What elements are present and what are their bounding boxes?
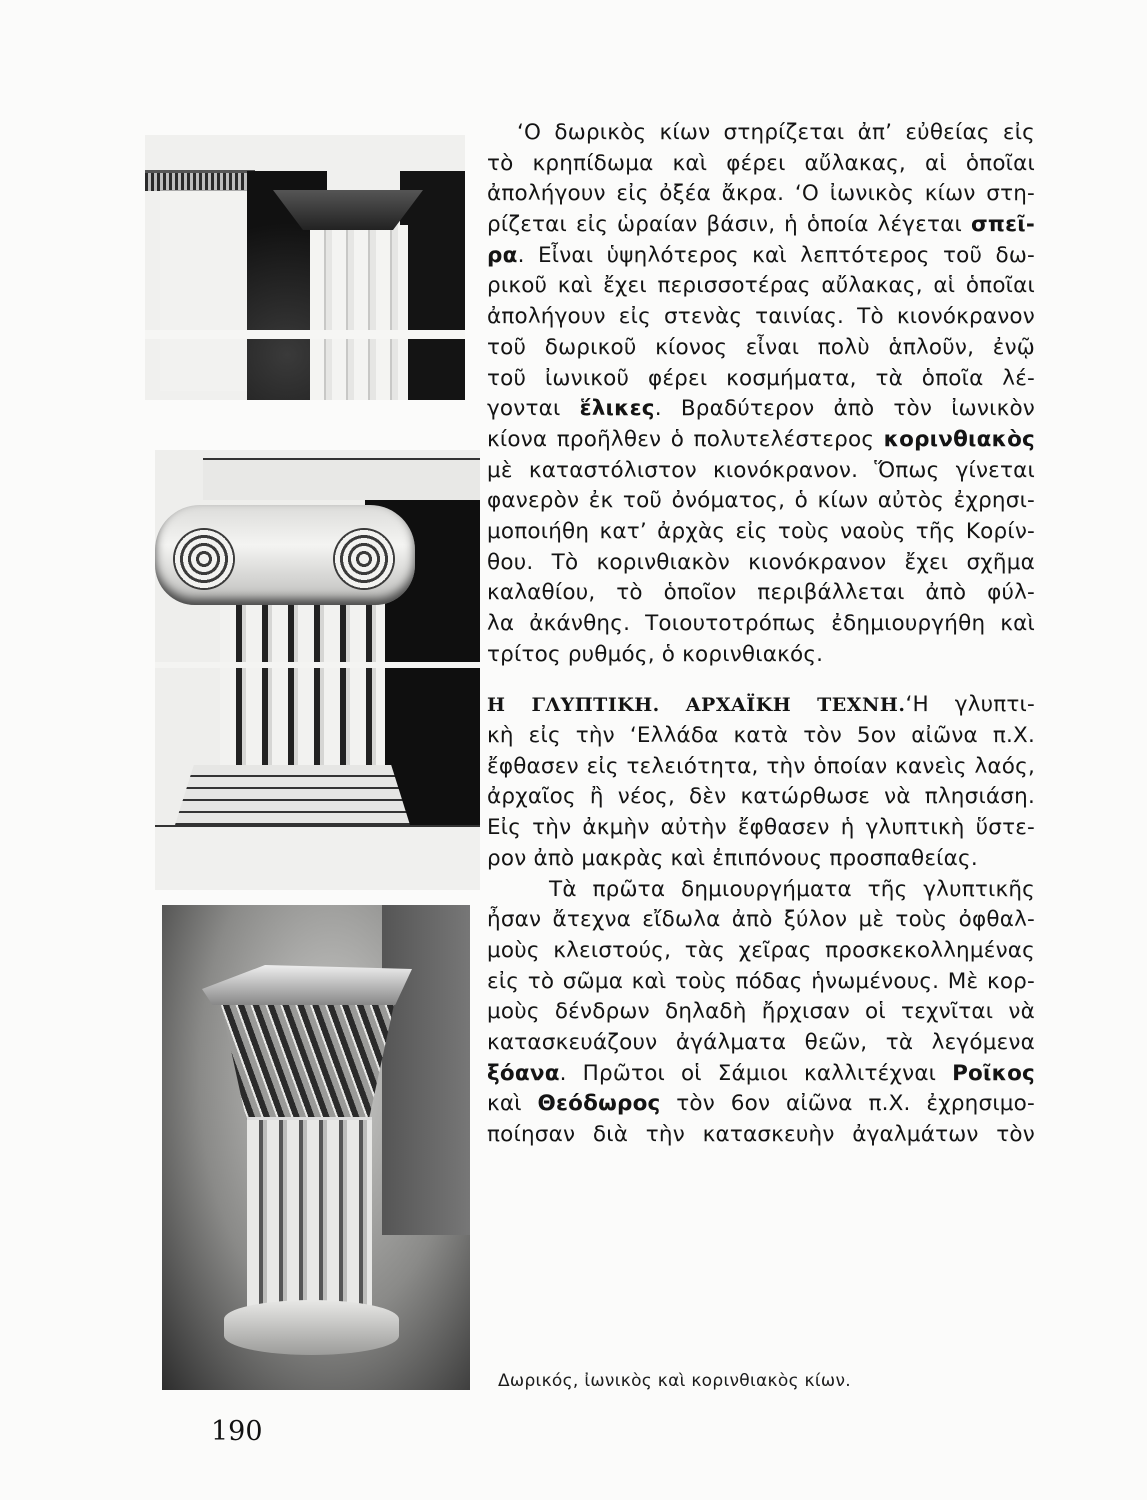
text-line: ρίζεται εἰς ὡραίαν βάσιν, ἡ ὁποία λέγεται σπεῖ-: [487, 212, 1035, 238]
photo-seam: [155, 662, 480, 668]
volute-right: [333, 528, 395, 590]
text-line: ἦσαν ἄτεχνα εἴδωλα ἀπὸ ξύλον μὲ τοὺς ὀφθαλ-: [487, 907, 1035, 933]
term-speira: σπεῖ-: [970, 212, 1035, 238]
text-line: κατασκευάζουν ἀγάλματα θεῶν, τὰ λεγόμενα: [487, 1029, 1035, 1055]
term-speira-end: ρα: [487, 242, 518, 268]
text-line: ποίησαν διὰ τὴν κατασκευὴν ἀγαλμάτων τὸν: [487, 1122, 1035, 1147]
text-line: θου. Τὸ κορινθιακὸν κιονόκρανον ἔχει σχῆμα: [487, 549, 1035, 575]
text-line: καὶ Θεόδωρος τὸν 6ον αἰῶνα π.Χ. ἐχρησιμο-: [487, 1091, 1035, 1117]
text-line: λα ἀκάνθης. Τοιουτοτρόπως ἐδημιουργήθη καὶ: [487, 611, 1035, 636]
term-roikos: Ροῖκος: [952, 1060, 1035, 1086]
section-heading: Η ΓΛΥΠΤΙΚΗ. ΑΡΧΑΪΚΗ ΤΕΧΝΗ.: [487, 694, 906, 717]
text-line: ἀρχαῖος ἢ νέος, δὲν κατώρθωσε νὰ πλησιάση.: [487, 784, 1035, 810]
text-line: καλαθίου, τὸ ὁποῖον περιβάλλεται ἀπὸ φύλ-: [487, 580, 1035, 606]
text-line: φανερὸν ἐκ τοῦ ὀνόματος, ὁ κίων αὐτὸς ἐχρησι-: [487, 488, 1035, 514]
text-line: μοποιήθη κατ’ ἀρχὰς εἰς τοὺς ναοὺς τῆς Κορίν-: [487, 518, 1035, 544]
text-line: ρα. Εἶναι ὑψηλότερος καὶ λεπτότερος τοῦ δω-: [487, 242, 1035, 268]
text-line: μὲ καταστόλιστον κιονόκρανον. Ὅπως γίνεται: [487, 457, 1035, 483]
text-line: τὸ κρηπίδωμα καὶ φέρει αὔλακας, αἱ ὁποῖαι: [487, 150, 1035, 176]
text-line: τοῦ ἰωνικοῦ φέρει κοσμήματα, τὰ ὁποῖα λέ-: [487, 365, 1035, 391]
section-heading-line: Η ΓΛΥΠΤΙΚΗ. ΑΡΧΑΪΚΗ ΤΕΧΝΗ.‘Η γλυπτι-: [487, 692, 1035, 718]
ionic-base: [175, 765, 410, 825]
text-line: μοὺς δένδρων δηλαδὴ ἤρχισαν οἱ τεχνῖται νὰ: [487, 999, 1035, 1025]
text-line: κίονα προῆλθεν ὁ πολυτελέστερος κορινθιακὸς: [487, 426, 1035, 452]
ionic-shaft: [220, 600, 385, 765]
text-line: μοὺς κλειστούς, τὰς χεῖρας προσκεκολλημένας: [487, 937, 1035, 963]
architrave: [203, 458, 480, 500]
corinthian-base: [224, 1300, 399, 1355]
text-line: ρικοῦ καὶ ἔχει περισσοτέρας αὔλακας, αἱ ὁποῖαι: [487, 273, 1035, 299]
text-line: Εἰς τὴν ἀκμὴν αὐτὴν ἔφθασεν ἡ γλυπτικὴ ὕστε-: [487, 815, 1035, 841]
volute-left: [173, 528, 235, 590]
term-theodoros: Θεόδωρος: [537, 1091, 661, 1117]
page-number: 190: [211, 1416, 263, 1447]
term-helikes: ἕλικες: [579, 396, 655, 422]
text-line: ἀπολήγουν εἰς ὀξέα ἄκρα. ‘Ο ἰωνικὸς κίων στη-: [487, 181, 1035, 207]
wall: [160, 190, 250, 391]
text-line: ἔφθασεν εἰς τελειότητα, τὴν ὁποίαν κανεὶς λαός,: [487, 753, 1035, 779]
text-line: ρον ἀπὸ μακρὰς καὶ ἐπιπόνους προσπαθείας.: [487, 845, 978, 871]
photo-seam: [145, 330, 465, 339]
figure-caption: Δωρικός, ἰωνικὸς καὶ κορινθιακὸς κίων.: [498, 1371, 851, 1391]
figure-column: [0, 0, 480, 1500]
text-line: γονται ἕλικες. Βραδύτερον ἀπὸ τὸν ἰωνικὸν: [487, 396, 1036, 422]
abacus: [202, 965, 412, 1005]
plinth: [155, 825, 480, 890]
text-line: τοῦ δωρικοῦ κίονος εἶναι πολὺ ἁπλοῦν, ἐνῷ: [487, 334, 1035, 360]
term-xoana: ξόανα: [487, 1060, 560, 1086]
corinthian-shaft: [247, 1117, 372, 1310]
text-line: εἰς τὸ σῶμα καὶ τοὺς πόδας ἡνωμένους. Μὲ κορ-: [487, 968, 1035, 994]
text-line: ἀπολήγουν εἰς στενὰς ταινίας. Τὸ κιονόκρανον: [487, 304, 1035, 330]
paragraph-gap: [487, 670, 1035, 690]
doric-column-photo: [145, 135, 465, 400]
corinthian-column-photo: [162, 905, 470, 1390]
wall: [382, 905, 470, 1235]
doric-shaft: [310, 225, 408, 400]
cornice-detail: [145, 170, 255, 191]
body-text: [487, 118, 1035, 1151]
text-line: τρίτος ρυθμός, ὁ κορινθιακός.: [487, 641, 824, 667]
text-line: ξόανα. Πρῶτοι οἱ Σάμιοι καλλιτέχναι Ροῖκος: [487, 1060, 1035, 1086]
text-line: ‘Ο δωρικὸς κίων στηρίζεται ἀπ’ εὐθείας εἰς: [517, 120, 1035, 145]
ionic-column-photo: [155, 450, 480, 890]
corinthian-capital: [220, 1000, 395, 1120]
text-line: Τὰ πρῶτα δημιουργήματα τῆς γλυπτικῆς: [549, 876, 1035, 902]
text-line: κὴ εἰς τὴν ‘Ελλάδα κατὰ τὸν 5ον αἰῶνα π.Χ.: [487, 723, 1035, 749]
term-korinthiakos: κορινθιακὸς: [883, 426, 1035, 452]
